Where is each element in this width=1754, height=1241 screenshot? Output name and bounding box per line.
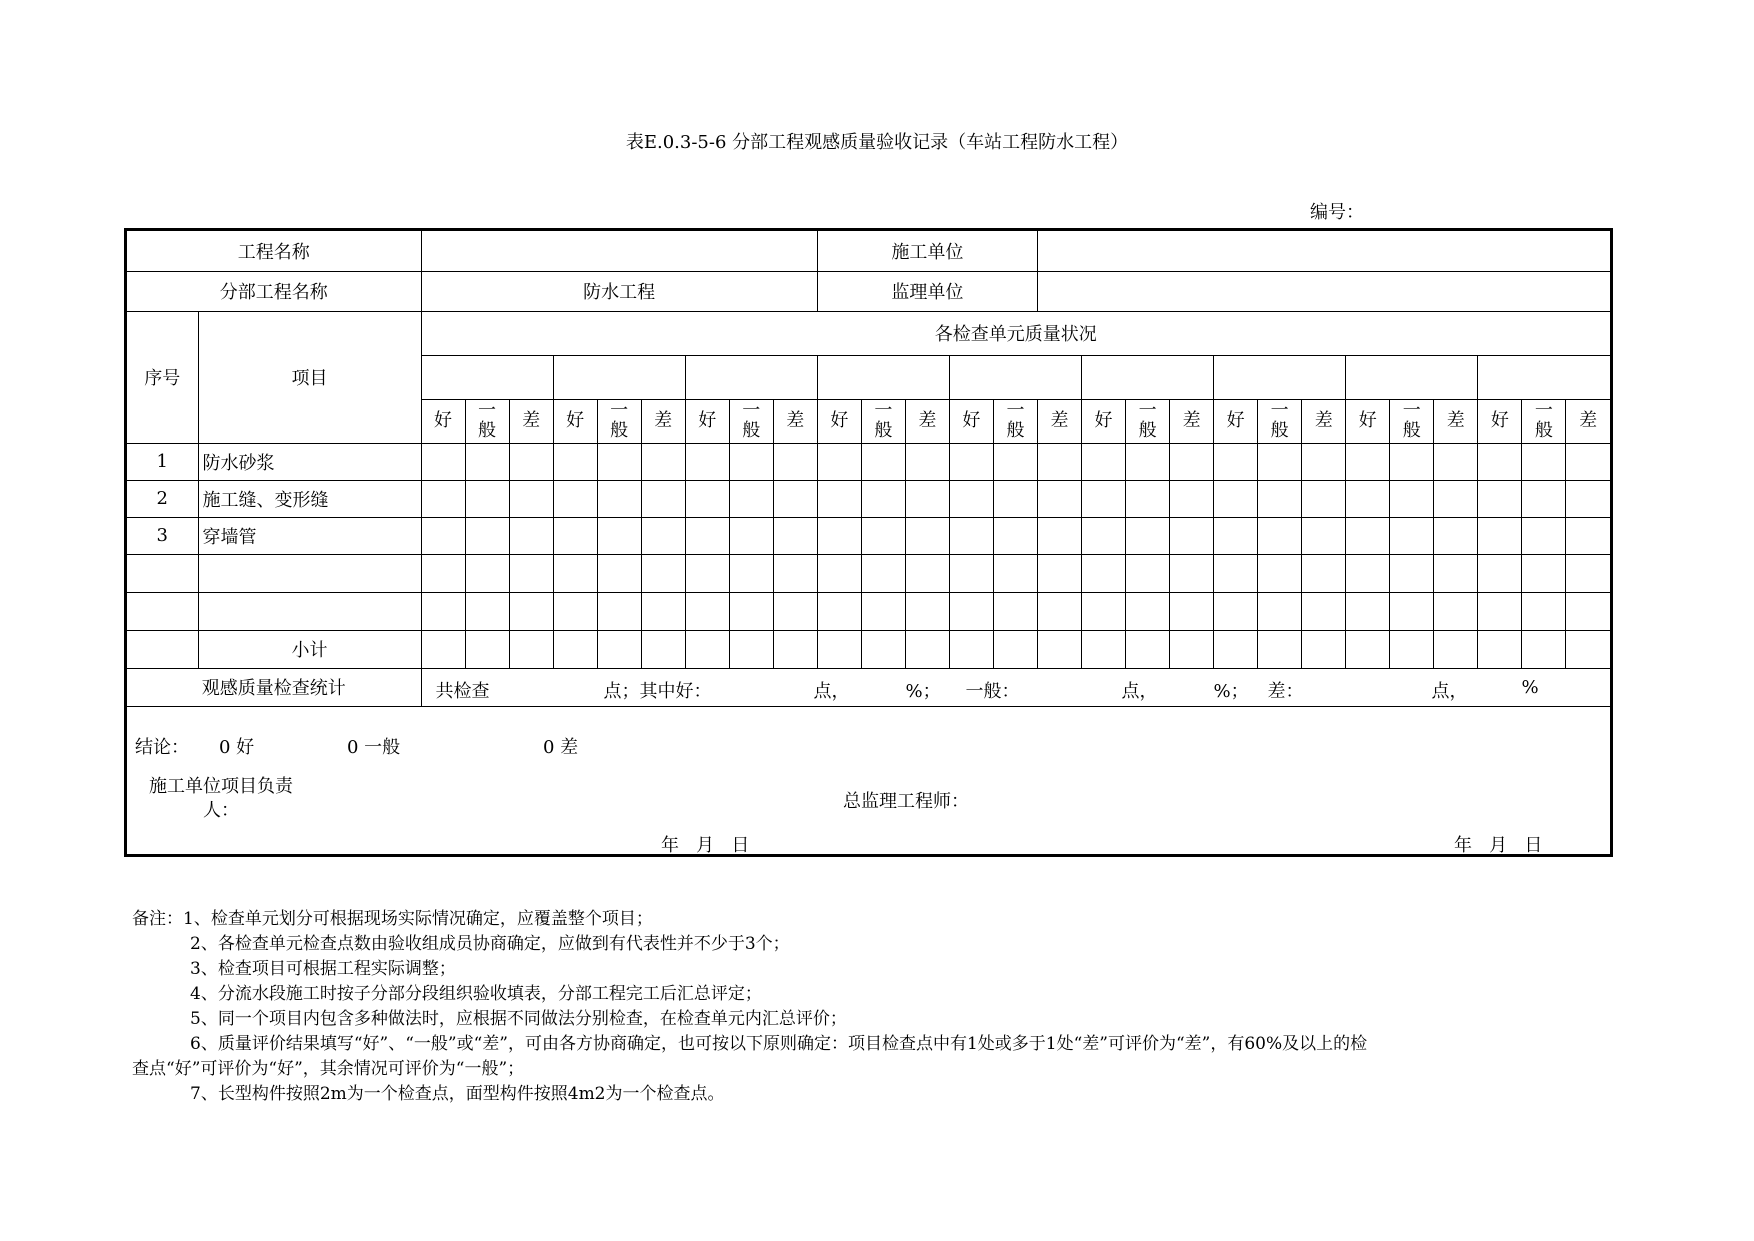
grade-cell[interactable] xyxy=(1126,630,1170,668)
grade-header: 差 xyxy=(1434,399,1478,443)
grade-cell[interactable] xyxy=(1390,443,1434,480)
grade-cell[interactable] xyxy=(1258,517,1302,554)
grade-cell[interactable] xyxy=(773,517,817,554)
grade-header: 差 xyxy=(1302,399,1346,443)
grade-cell[interactable] xyxy=(1434,443,1478,480)
grade-cell[interactable] xyxy=(597,630,641,668)
row-item xyxy=(198,554,421,592)
grade-cell[interactable] xyxy=(1302,443,1346,480)
grade-cell[interactable] xyxy=(1214,592,1258,630)
grade-cell[interactable] xyxy=(949,480,993,517)
grade-cell[interactable] xyxy=(509,630,553,668)
grade-cell[interactable] xyxy=(905,592,949,630)
grade-header: 一 般 xyxy=(1522,399,1566,443)
grade-cell[interactable] xyxy=(685,443,729,480)
grade-cell[interactable] xyxy=(993,517,1037,554)
grade-cell[interactable] xyxy=(1478,592,1522,630)
seq-header: 序号 xyxy=(127,311,198,443)
grade-cell[interactable] xyxy=(861,480,905,517)
grade-cell[interactable] xyxy=(729,517,773,554)
grade-header: 一 般 xyxy=(861,399,905,443)
grade-cell[interactable] xyxy=(421,554,465,592)
grade-header: 一 般 xyxy=(1258,399,1302,443)
grade-cell[interactable] xyxy=(421,517,465,554)
table-row xyxy=(127,480,1610,517)
row-seq xyxy=(127,554,198,592)
grade-cell[interactable] xyxy=(1082,554,1126,592)
grade-header: 一 般 xyxy=(1390,399,1434,443)
row-seq: 3 xyxy=(127,517,198,554)
grade-cell[interactable] xyxy=(597,517,641,554)
grade-cell[interactable] xyxy=(1302,554,1346,592)
contractor-manager-label: 施工单位项目负责 人： xyxy=(149,776,293,821)
grade-cell[interactable] xyxy=(729,592,773,630)
grade-cell[interactable] xyxy=(1478,630,1522,668)
grade-cell[interactable] xyxy=(597,554,641,592)
construction-unit-value[interactable] xyxy=(1037,231,1610,271)
grade-cell[interactable] xyxy=(421,592,465,630)
conclusion-bad: 0 差 xyxy=(543,737,579,758)
remark-line: 4、分流水段施工时按子分部分段组织验收填表，分部工程完工后汇总评定； xyxy=(190,984,762,1004)
project-name-value[interactable] xyxy=(421,231,817,271)
grade-cell[interactable] xyxy=(1522,592,1566,630)
grade-cell[interactable] xyxy=(553,630,597,668)
grade-cell[interactable] xyxy=(509,480,553,517)
grade-cell[interactable] xyxy=(993,480,1037,517)
sub-project-value[interactable]: 防水工程 xyxy=(421,271,817,311)
grade-cell[interactable] xyxy=(1302,480,1346,517)
grade-header: 一 般 xyxy=(729,399,773,443)
grade-cell[interactable] xyxy=(421,480,465,517)
grade-cell[interactable] xyxy=(641,517,685,554)
grade-cell[interactable] xyxy=(1434,592,1478,630)
grade-cell[interactable] xyxy=(1126,443,1170,480)
supervision-unit-value[interactable] xyxy=(1037,271,1610,311)
table-row xyxy=(127,592,1610,630)
grade-cell[interactable] xyxy=(905,630,949,668)
grade-cell[interactable] xyxy=(509,554,553,592)
grade-cell[interactable] xyxy=(1170,480,1214,517)
grade-cell[interactable] xyxy=(509,517,553,554)
grade-cell[interactable] xyxy=(1522,443,1566,480)
row-item: 防水砂浆 xyxy=(198,443,421,480)
grade-header: 差 xyxy=(1566,399,1610,443)
grade-cell[interactable] xyxy=(1126,554,1170,592)
grade-cell[interactable] xyxy=(1390,592,1434,630)
grade-cell[interactable] xyxy=(1346,480,1390,517)
grade-cell[interactable] xyxy=(905,517,949,554)
grade-cell[interactable] xyxy=(1037,480,1081,517)
project-name-label: 工程名称 xyxy=(127,231,421,271)
grade-cell[interactable] xyxy=(1170,554,1214,592)
grade-cell[interactable] xyxy=(1037,517,1081,554)
statistics-line: 共检查 点；其中好： 点， %； 一般： 点， %； 差： 点， % xyxy=(421,668,1610,706)
grade-cell[interactable] xyxy=(1434,517,1478,554)
row-seq: 1 xyxy=(127,443,198,480)
grade-cell[interactable] xyxy=(1082,480,1126,517)
conclusion-section xyxy=(127,721,1610,857)
grade-cell[interactable] xyxy=(597,592,641,630)
chief-supervisor-label: 总监理工程师： xyxy=(843,791,969,812)
grade-cell[interactable] xyxy=(817,554,861,592)
grade-cell[interactable] xyxy=(1037,443,1081,480)
grade-cell[interactable] xyxy=(641,554,685,592)
grade-cell[interactable] xyxy=(861,517,905,554)
grade-header: 一 般 xyxy=(993,399,1037,443)
grade-cell[interactable] xyxy=(1522,480,1566,517)
grade-cell[interactable] xyxy=(993,554,1037,592)
grade-cell[interactable] xyxy=(597,480,641,517)
sub-project-label: 分部工程名称 xyxy=(127,271,421,311)
grade-cell[interactable] xyxy=(773,630,817,668)
grade-cell[interactable] xyxy=(465,517,509,554)
grade-cell[interactable] xyxy=(553,592,597,630)
grade-cell[interactable] xyxy=(509,443,553,480)
units-header: 各检查单元质量状况 xyxy=(421,311,1610,355)
grade-cell[interactable] xyxy=(1214,480,1258,517)
grade-cell[interactable] xyxy=(685,480,729,517)
grade-cell[interactable] xyxy=(1170,592,1214,630)
grade-cell[interactable] xyxy=(465,554,509,592)
unit-name-cell[interactable] xyxy=(1214,355,1346,399)
grade-header: 好 xyxy=(1346,399,1390,443)
grade-cell[interactable] xyxy=(1214,443,1258,480)
grade-cell[interactable] xyxy=(949,517,993,554)
grade-cell[interactable] xyxy=(553,480,597,517)
grade-cell[interactable] xyxy=(1214,554,1258,592)
grade-cell[interactable] xyxy=(1346,592,1390,630)
grade-cell[interactable] xyxy=(817,443,861,480)
unit-name-cell[interactable] xyxy=(1478,355,1610,399)
conclusion-label: 结论： xyxy=(135,737,189,758)
grade-cell[interactable] xyxy=(553,443,597,480)
construction-unit-label: 施工单位 xyxy=(817,231,1037,271)
grade-header: 好 xyxy=(1082,399,1126,443)
remarks xyxy=(132,907,1622,1107)
grade-header: 好 xyxy=(817,399,861,443)
grade-cell[interactable] xyxy=(861,443,905,480)
grade-cell[interactable] xyxy=(1522,630,1566,668)
remark-line: 查点“好”可评价为“好”，其余情况可评价为“一般”； xyxy=(132,1059,525,1079)
grade-cell[interactable] xyxy=(993,443,1037,480)
grade-cell[interactable] xyxy=(1390,554,1434,592)
grade-cell[interactable] xyxy=(1082,592,1126,630)
grade-cell[interactable] xyxy=(1434,554,1478,592)
grade-cell[interactable] xyxy=(1346,443,1390,480)
grade-cell[interactable] xyxy=(1082,630,1126,668)
date-left: 年 月 日 xyxy=(661,835,750,856)
grade-cell[interactable] xyxy=(773,480,817,517)
grade-cell[interactable] xyxy=(1478,517,1522,554)
page-title: 表E.0.3-5-6 分部工程观感质量验收记录（车站工程防水工程） xyxy=(625,132,1129,153)
supervision-unit-label: 监理单位 xyxy=(817,271,1037,311)
date-right: 年 月 日 xyxy=(1454,835,1543,856)
grade-cell[interactable] xyxy=(817,592,861,630)
subtotal-label: 小计 xyxy=(198,630,421,668)
grade-header: 好 xyxy=(553,399,597,443)
remark-line: 2、各检查单元检查点数由验收组成员协商确定，应做到有代表性并不少于3个； xyxy=(190,934,790,954)
grade-cell[interactable] xyxy=(861,630,905,668)
grade-cell[interactable] xyxy=(1566,554,1610,592)
grade-cell[interactable] xyxy=(993,592,1037,630)
grade-cell[interactable] xyxy=(641,480,685,517)
unit-name-cell[interactable] xyxy=(817,355,949,399)
grade-cell[interactable] xyxy=(949,630,993,668)
grade-cell[interactable] xyxy=(1170,517,1214,554)
unit-name-cell[interactable] xyxy=(685,355,817,399)
grade-cell[interactable] xyxy=(905,443,949,480)
grade-cell[interactable] xyxy=(773,443,817,480)
grade-cell[interactable] xyxy=(1126,592,1170,630)
grade-cell[interactable] xyxy=(1258,554,1302,592)
grade-header: 好 xyxy=(949,399,993,443)
grade-cell[interactable] xyxy=(597,443,641,480)
grade-cell[interactable] xyxy=(949,554,993,592)
row-item xyxy=(198,592,421,630)
grade-cell[interactable] xyxy=(553,517,597,554)
table-row xyxy=(127,443,1610,480)
grade-header: 差 xyxy=(1037,399,1081,443)
grade-cell[interactable] xyxy=(949,443,993,480)
grade-cell[interactable] xyxy=(1522,517,1566,554)
grade-cell[interactable] xyxy=(1258,443,1302,480)
grade-cell[interactable] xyxy=(1302,592,1346,630)
serial-number-label: 编号： xyxy=(1310,202,1364,223)
grade-cell[interactable] xyxy=(553,554,597,592)
grade-cell[interactable] xyxy=(861,554,905,592)
row-seq: 2 xyxy=(127,480,198,517)
grade-cell[interactable] xyxy=(1566,517,1610,554)
grade-cell[interactable] xyxy=(1478,554,1522,592)
grade-cell[interactable] xyxy=(685,592,729,630)
grade-cell[interactable] xyxy=(1346,554,1390,592)
row-item: 穿墙管 xyxy=(198,517,421,554)
grade-cell[interactable] xyxy=(1566,592,1610,630)
grade-cell[interactable] xyxy=(1258,592,1302,630)
grade-cell[interactable] xyxy=(1258,630,1302,668)
remark-line: 5、同一个项目内包含多种做法时，应根据不同做法分别检查，在检查单元内汇总评价； xyxy=(190,1009,847,1029)
unit-name-cell[interactable] xyxy=(1082,355,1214,399)
statistics-label: 观感质量检查统计 xyxy=(127,668,421,706)
row-item: 施工缝、变形缝 xyxy=(198,480,421,517)
grade-cell[interactable] xyxy=(1170,630,1214,668)
grade-header: 差 xyxy=(509,399,553,443)
grade-cell[interactable] xyxy=(421,443,465,480)
grade-cell[interactable] xyxy=(1478,480,1522,517)
grade-cell[interactable] xyxy=(1434,480,1478,517)
grade-cell[interactable] xyxy=(729,480,773,517)
grade-cell[interactable] xyxy=(465,592,509,630)
grade-cell[interactable] xyxy=(861,592,905,630)
grade-cell[interactable] xyxy=(641,630,685,668)
grade-header: 差 xyxy=(1170,399,1214,443)
grade-cell[interactable] xyxy=(905,480,949,517)
grade-header: 好 xyxy=(1478,399,1522,443)
table-row xyxy=(127,517,1610,554)
grade-cell[interactable] xyxy=(641,592,685,630)
grade-header: 一 般 xyxy=(1126,399,1170,443)
conclusion-good: 0 好 xyxy=(219,737,255,758)
grade-cell[interactable] xyxy=(1037,554,1081,592)
grade-cell[interactable] xyxy=(685,630,729,668)
grade-cell[interactable] xyxy=(465,630,509,668)
grade-cell[interactable] xyxy=(1346,517,1390,554)
remark-line: 6、质量评价结果填写“好”、“一般”或“差”，可由各方协商确定，也可按以下原则确定：项目检查点中有1处或多于1处“差”可评价为“差”，有60%及以上的检 xyxy=(190,1034,1368,1054)
grade-cell[interactable] xyxy=(1434,630,1478,668)
grade-cell[interactable] xyxy=(1522,554,1566,592)
grade-cell[interactable] xyxy=(465,480,509,517)
grade-header: 一 般 xyxy=(465,399,509,443)
grade-cell[interactable] xyxy=(905,554,949,592)
grade-cell[interactable] xyxy=(1126,480,1170,517)
grade-cell[interactable] xyxy=(1346,630,1390,668)
unit-name-cell[interactable] xyxy=(421,355,553,399)
remark-line: 备注：1、检查单元划分可根据现场实际情况确定，应覆盖整个项目； xyxy=(132,909,653,929)
row-seq xyxy=(127,592,198,630)
grade-cell[interactable] xyxy=(1566,443,1610,480)
grade-header: 差 xyxy=(905,399,949,443)
grade-cell[interactable] xyxy=(1390,630,1434,668)
acceptance-form xyxy=(124,228,1613,857)
grade-cell[interactable] xyxy=(685,517,729,554)
subtotal-row xyxy=(127,630,1610,668)
grade-cell[interactable] xyxy=(1390,480,1434,517)
grade-header: 差 xyxy=(773,399,817,443)
grade-cell[interactable] xyxy=(773,554,817,592)
grade-cell[interactable] xyxy=(509,592,553,630)
grade-cell[interactable] xyxy=(993,630,1037,668)
table-row xyxy=(127,554,1610,592)
grade-header: 好 xyxy=(421,399,465,443)
grade-cell[interactable] xyxy=(1170,443,1214,480)
grade-cell[interactable] xyxy=(729,630,773,668)
grade-cell[interactable] xyxy=(817,630,861,668)
unit-name-cell[interactable] xyxy=(1346,355,1478,399)
grade-cell[interactable] xyxy=(1037,630,1081,668)
grade-cell[interactable] xyxy=(729,554,773,592)
grade-header: 差 xyxy=(641,399,685,443)
grade-cell[interactable] xyxy=(1082,517,1126,554)
grade-cell[interactable] xyxy=(817,517,861,554)
grade-cell[interactable] xyxy=(773,592,817,630)
grade-cell[interactable] xyxy=(1566,630,1610,668)
grade-cell[interactable] xyxy=(817,480,861,517)
grade-header: 好 xyxy=(685,399,729,443)
grade-cell[interactable] xyxy=(421,630,465,668)
unit-name-cell[interactable] xyxy=(553,355,685,399)
unit-name-cell[interactable] xyxy=(949,355,1081,399)
grade-cell[interactable] xyxy=(729,443,773,480)
grade-cell[interactable] xyxy=(1214,630,1258,668)
grade-header: 好 xyxy=(1214,399,1258,443)
grade-cell[interactable] xyxy=(1478,443,1522,480)
inspection-table xyxy=(127,231,1610,707)
grade-cell[interactable] xyxy=(1258,480,1302,517)
grade-cell[interactable] xyxy=(685,554,729,592)
remark-line: 7、长型构件按照2m为一个检查点，面型构件按照4m2为一个检查点。 xyxy=(190,1084,725,1104)
remark-line: 3、检查项目可根据工程实际调整； xyxy=(190,959,456,979)
grade-cell[interactable] xyxy=(1037,592,1081,630)
grade-cell[interactable] xyxy=(1126,517,1170,554)
item-header: 项目 xyxy=(198,311,421,443)
grade-cell[interactable] xyxy=(1082,443,1126,480)
grade-cell[interactable] xyxy=(1390,517,1434,554)
grade-cell[interactable] xyxy=(1302,630,1346,668)
grade-cell[interactable] xyxy=(1566,480,1610,517)
grade-cell[interactable] xyxy=(949,592,993,630)
grade-header: 一 般 xyxy=(597,399,641,443)
conclusion-general: 0 一般 xyxy=(347,737,401,758)
grade-cell[interactable] xyxy=(465,443,509,480)
grade-cell[interactable] xyxy=(1302,517,1346,554)
grade-cell[interactable] xyxy=(1214,517,1258,554)
grade-cell[interactable] xyxy=(641,443,685,480)
